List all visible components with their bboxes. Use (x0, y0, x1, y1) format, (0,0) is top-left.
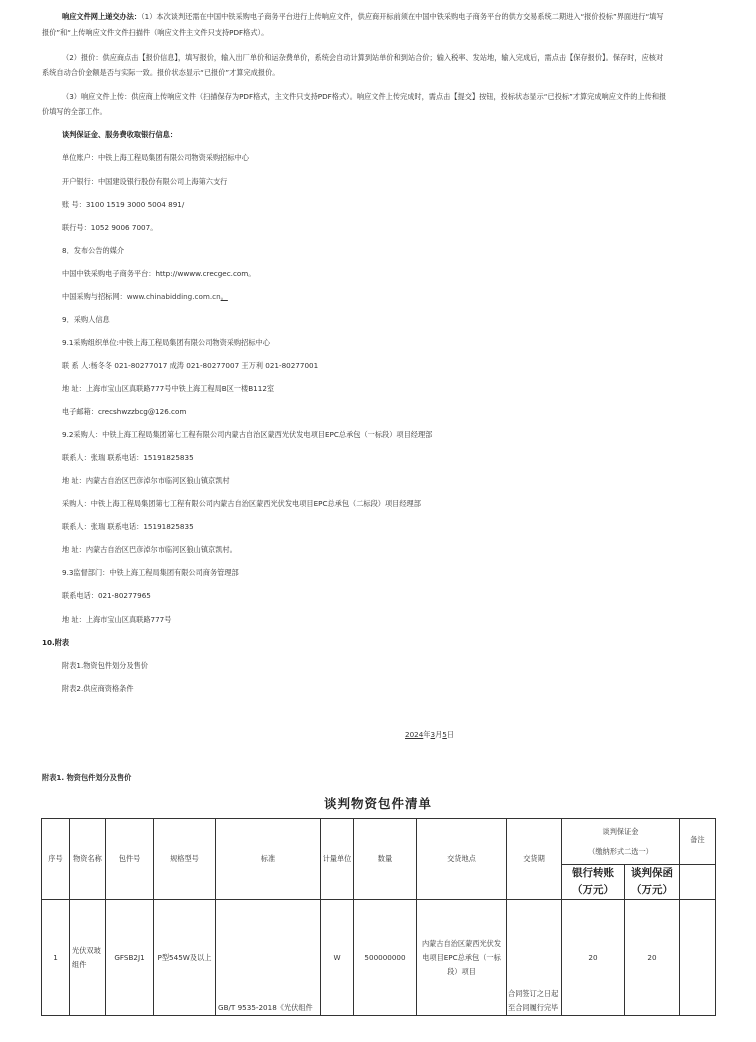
purchaser-9-2b-address: 地 址：内蒙古自治区巴彦淖尔市临河区狼山镇京凯村。 (62, 545, 237, 554)
document-date (405, 729, 454, 741)
table-title: 谈判物资包件清单 (323, 796, 432, 811)
supervisor-phone: 联系电话：021-80277965 (62, 591, 151, 600)
annex-heading: 10.附表 (42, 638, 70, 647)
materials-table (41, 818, 716, 1016)
supervisor-9-3: 9.3监督部门：中铁上海工程局集团有限公司商务管理部 (62, 568, 239, 577)
header-bank-transfer: 银行转账（万元） (562, 865, 625, 900)
deposit-account-no: 账 号：3100 1519 3000 5004 891/ (62, 200, 185, 209)
row1-place: 内蒙古自治区蒙西光伏发电项目EPC总承包（一标段）项目 (417, 900, 507, 1016)
purchaser-contacts: 联 系 人:杨冬冬 021-80277017 成涛 021-80277007 王万利 021-80277001 (62, 361, 319, 370)
row1-spec: P型545W及以上 (154, 900, 216, 1016)
annex-item-2: 附表2.供应商资格条件 (62, 684, 134, 693)
header-standard: 标准 (216, 819, 321, 900)
purchaser-address: 地 址：上海市宝山区真联路777号中铁上海工程局B区一楼B112室 (62, 384, 275, 393)
header-seq: 序号 (42, 819, 70, 900)
header-deposit-sub: （缴纳形式二选一） (588, 846, 653, 856)
deposit-heading: 谈判保证金、服务费收取银行信息： (62, 130, 178, 139)
media-site1: 中国中铁采购电子商务平台：http://wwww.crecgec.com。 (62, 269, 256, 278)
header-remark: 备注 (680, 819, 716, 865)
submit-method-line1 (62, 11, 664, 23)
purchaser-email: 电子邮箱：crecshwzzbcg@126.com (62, 407, 187, 416)
deposit-bank: 开户银行：中国建设银行股份有限公司上海第六支行 (62, 177, 228, 186)
date-year: 2024 (405, 730, 424, 739)
media-site2-prefix: 中国采购与招标网： (62, 292, 127, 301)
row1-quantity: 500000000 (354, 900, 417, 1016)
table-header-row (42, 819, 716, 865)
header-remark-sub (680, 865, 716, 900)
header-package: 包件号 (106, 819, 154, 900)
row1-package: GFSB2J1 (106, 900, 154, 1016)
quote-line1: （2）报价：供应商点击【报价信息】，填写报价，输入出厂单价和运杂费单价，系统会自动计算到站单价和到站合价；输入税率、发站地，输入完成后，需点击【保存报价】。保存时，应核对 (62, 53, 664, 62)
date-month-char: 月 (435, 730, 443, 739)
submit-method-line2: 报价”和“上传响应文件文件扫描件（响应文件主文件只支持PDF格式）。 (42, 28, 269, 37)
header-unit: 计量单位 (321, 819, 354, 900)
chinabidding-link[interactable]: www.chinabidding.com.cn (126, 292, 221, 301)
upload-line1: （3）响应文件上传：供应商上传响应文件（扫描保存为PDF格式，主文件只支持PDF格式）。响应文件上传完成时，需点击【提交】按钮，投标状态显示“已投标”才算完成响应文件的上传和报 (62, 92, 667, 101)
media-site2 (62, 291, 228, 303)
date-day-char: 日 (446, 730, 455, 739)
row1-bank-transfer: 20 (562, 900, 625, 1016)
purchaser-heading: 9．采购人信息 (62, 315, 110, 324)
purchaser-9-2-address: 地 址：内蒙古自治区巴彦淖尔市临河区狼山镇京凯村 (62, 476, 230, 485)
purchaser-9-2b: 采购人：中铁上海工程局集团第七工程有限公司内蒙古自治区蒙西光伏发电项目EPC总承包（二标段）项目经理部 (62, 499, 421, 508)
header-deposit (562, 819, 680, 865)
submit-method-label: 响应文件网上递交办法： (62, 12, 142, 21)
row1-seq: 1 (42, 900, 70, 1016)
header-name: 物资名称 (70, 819, 106, 900)
media-heading: 8．发布公告的媒介 (62, 246, 125, 255)
purchaser-9-2-contact: 联系人：张瑞 联系电话：15191825835 (62, 453, 194, 462)
header-spec: 规格型号 (154, 819, 216, 900)
row1-remark (680, 900, 716, 1016)
row1-name: 光伏双玻组件 (70, 900, 106, 1016)
submit-method-text: （1）本次谈判还需在中国中铁采购电子商务平台进行上传响应文件，供应商开标前须在中国中铁采购电子商务平台的供方交易系统二期进入“报价投标”界面进行“填写 (141, 12, 664, 21)
header-deposit-title: 谈判保证金 (602, 826, 639, 836)
table-section-title: 附表1. 物资包件划分及售价 (42, 773, 132, 782)
row1-standard: GB/T 9535-2018《光伏组件 (216, 900, 321, 1016)
date-year-char: 年 (423, 730, 431, 739)
row1-guarantee: 20 (625, 900, 680, 1016)
purchaser-9-2b-contact: 联系人：张瑞 联系电话：15191825835 (62, 522, 194, 531)
media-site2-suffix: 。 (220, 292, 228, 301)
supervisor-address: 地 址：上海市宝山区真联路777号 (62, 615, 172, 624)
purchaser-org-unit: 9.1采购组织单位:中铁上海工程局集团有限公司物资采购招标中心 (62, 338, 270, 347)
date-month: 3 (430, 730, 436, 739)
annex-item-1: 附表1.物资包件划分及售价 (62, 661, 148, 670)
date-day: 5 (442, 730, 447, 739)
header-guarantee: 谈判保函（万元） (625, 865, 680, 900)
header-period: 交货期 (507, 819, 562, 900)
purchaser-9-2: 9.2采购人：中铁上海工程局集团第七工程有限公司内蒙古自治区蒙西光伏发电项目EPC总承包（一标段）项目经理部 (62, 430, 433, 439)
header-place: 交货地点 (417, 819, 507, 900)
quote-line2: 系统自动合价金额是否与实际一致。报价状态显示“已报价”才算完成报价。 (42, 68, 280, 77)
row1-period: 合同签订之日起至合同履行完毕 (507, 900, 562, 1016)
header-quantity: 数量 (354, 819, 417, 900)
row1-unit: W (321, 900, 354, 1016)
table-row (42, 900, 716, 1016)
deposit-bank-code: 联行号：1052 9006 7007。 (62, 223, 158, 232)
upload-line2: 价填写的全部工作。 (42, 107, 107, 116)
deposit-account-unit: 单位账户：中铁上海工程局集团有限公司物资采购招标中心 (62, 153, 249, 162)
